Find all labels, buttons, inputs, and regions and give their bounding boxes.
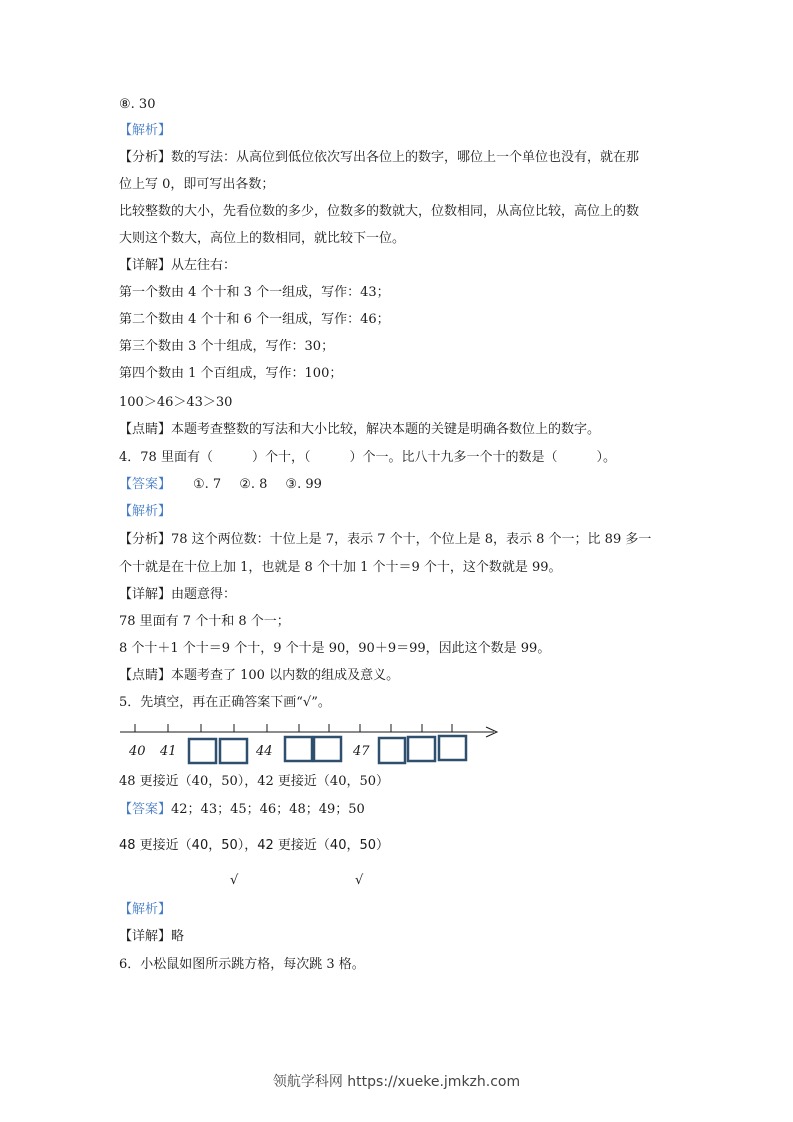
- blank-box: [408, 737, 435, 761]
- analysis-text: 【分析】78 这个两位数：十位上是 7，表示 7 个十，个位上是 8，表示 8 个一；比 89 多一: [119, 532, 652, 547]
- check-mark: √: [355, 873, 364, 888]
- blank-box: [314, 737, 341, 761]
- number-line-label: 40: [129, 744, 146, 759]
- analysis-tag: 【解析】: [119, 123, 172, 138]
- blank-box: [379, 738, 405, 763]
- answer-tag: 【答案】: [119, 802, 172, 817]
- analysis-tag: 【解析】: [119, 902, 172, 917]
- remark-text: 【点睛】本题考查了 100 以内数的组成及意义。: [119, 668, 400, 683]
- detail-text: 8 个十＋1 个十＝9 个十，9 个十是 90，90＋9＝99，因此这个数是 99。: [119, 641, 551, 656]
- analysis-text: 【分析】数的写法：从高位到低位依次写出各位上的数字，哪位上一个单位也没有，就在那: [119, 150, 640, 165]
- detail-text: 第三个数由 3 个十组成，写作：30；: [119, 339, 335, 354]
- blank-box: [220, 739, 247, 763]
- blank-box: [285, 737, 312, 761]
- blank-box: [439, 736, 466, 760]
- page-footer: 领航学科网 https://xueke.jmkzh.com: [272, 1074, 521, 1090]
- detail-text: 78 里面有 7 个十和 8 个一；: [119, 614, 290, 629]
- answer-value: ②. 8: [239, 477, 268, 492]
- remark-text: 【点睛】本题考查整数的写法和大小比较，解决本题的关键是明确各数位上的数字。: [119, 422, 601, 437]
- question-5: 5．先填空，再在正确答案下画“√”。: [119, 695, 331, 710]
- blank-box: [189, 739, 216, 763]
- question-4: 4．78 里面有（ ）个十，（ ）个一。比八十九多一个十的数是（ ）。: [119, 450, 616, 465]
- question-5-text: 48 更接近（40，50），42 更接近（40，50）: [119, 774, 390, 789]
- answer-row: [119, 802, 365, 818]
- detail-text: 第一个数由 4 个十和 3 个一组成，写作：43；: [119, 285, 390, 300]
- analysis-text: 大则这个数大，高位上的数相同，就比较下一位。: [119, 231, 406, 246]
- number-line-label: 47: [353, 744, 370, 759]
- number-line-label: 41: [160, 744, 177, 759]
- answer-figure-text: 48 更接近（40，50），42 更接近（40，50）: [119, 838, 390, 853]
- detail-text: 第四个数由 1 个百组成，写作：100；: [119, 366, 343, 381]
- answer-value: ①. 7: [193, 477, 222, 492]
- answer-item-8: ⑧. 30: [119, 97, 156, 112]
- analysis-text: 位上写 0，即可写出各数；: [119, 177, 275, 192]
- detail-text: 【详解】由题意得：: [119, 587, 237, 602]
- detail-text: 100＞46＞43＞30: [119, 395, 233, 410]
- detail-text: 【详解】从左往右：: [119, 258, 237, 273]
- analysis-text: 个十就是在十位上加 1，也就是 8 个十加 1 个十＝9 个十，这个数就是 99。: [119, 560, 562, 575]
- check-mark: √: [230, 873, 239, 888]
- analysis-tag: 【解析】: [119, 504, 172, 519]
- answer-tag: 【答案】: [119, 477, 172, 492]
- detail-text: 【详解】略: [119, 929, 185, 944]
- detail-text: 第二个数由 4 个十和 6 个一组成，写作：46；: [119, 312, 390, 327]
- number-line-label: 44: [256, 744, 273, 759]
- answer-value: ③. 99: [285, 477, 322, 492]
- answer-value: 42；43；45；46；48；49；50: [171, 802, 365, 817]
- analysis-text: 比较整数的大小，先看位数的多少，位数多的数就大，位数相同，从高位比较，高位上的数: [119, 204, 640, 219]
- question-6: 6．小松鼠如图所示跳方格，每次跳 3 格。: [119, 957, 365, 972]
